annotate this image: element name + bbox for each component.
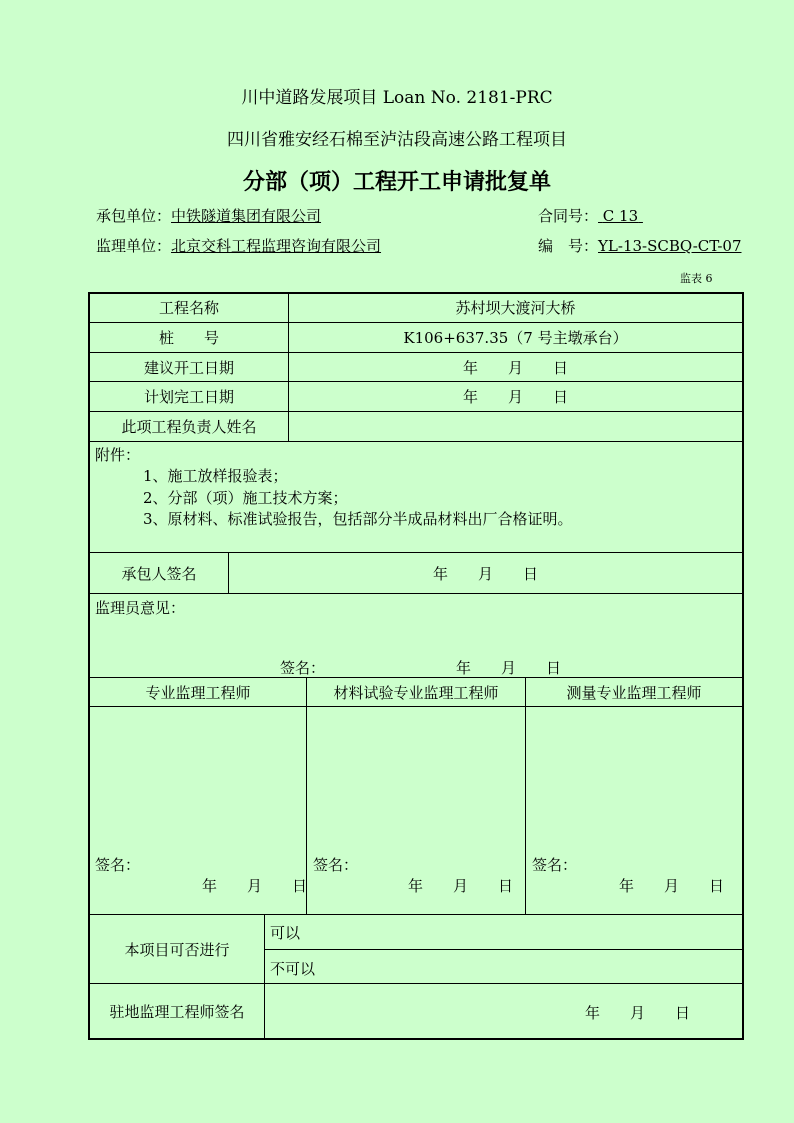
supervisor-label: 监理单位： [96, 237, 172, 255]
contractor-row [96, 205, 321, 226]
col-sign-label: 签名： [95, 856, 141, 874]
attachments-title: 附件： [95, 446, 141, 464]
pile-value: K106+637.35（7 号主墩承台） [403, 329, 628, 347]
attachment-item: 3、原材料、标准试验报告，包括部分半成品材料出厂合格证明。 [143, 510, 573, 528]
project-name-value: 苏村坝大渡河大桥 [455, 299, 576, 317]
contractor-value: 中铁隧道集团有限公司 [171, 207, 322, 225]
col-sign-date[interactable]: 年 月 日 [408, 877, 514, 895]
engineer-col-header: 材料试验专业监理工程师 [333, 683, 499, 702]
resident-label: 驻地监理工程师签名 [109, 1003, 245, 1021]
pile-label: 桩 号 [158, 329, 219, 347]
form-title: 分部（项）工程开工申请批复单 [242, 169, 551, 195]
engineer-col-header: 专业监理工程师 [145, 683, 251, 702]
supervisor-opinion-label: 监理员意见： [95, 599, 186, 617]
proceed-label: 本项目可否进行 [124, 940, 230, 959]
contractor-label: 承包单位： [96, 207, 172, 225]
resident-sign-date[interactable]: 年 月 日 [585, 1004, 691, 1022]
proceed-yes-option[interactable]: 可以 [270, 924, 301, 942]
contractor-sign-label: 承包人签名 [121, 564, 197, 583]
supervisor-sign-date[interactable]: 年 月 日 [456, 659, 562, 677]
attachment-item: 1、施工放样报验表； [143, 467, 288, 485]
supervisor-sign-label: 签名： [280, 659, 326, 677]
header-line-1: 川中道路发展项目 Loan No. 2181-PRC [241, 88, 553, 108]
col-sign-date[interactable]: 年 月 日 [619, 877, 725, 895]
serial-row [538, 235, 742, 256]
col-sign-label: 签名： [532, 856, 578, 874]
start-date-label: 建议开工日期 [143, 358, 234, 377]
end-date-label: 计划完工日期 [143, 388, 234, 406]
serial-label: 编 号： [538, 237, 599, 255]
project-name-label: 工程名称 [158, 299, 219, 317]
serial-value: YL-13-SCBQ-CT-07 [598, 237, 742, 255]
attachment-item: 2、分部（项）施工技术方案； [143, 489, 348, 507]
col-sign-label: 签名： [313, 856, 359, 874]
form-tag: 监表 6 [680, 272, 713, 285]
contract-no-row [538, 205, 643, 226]
header-line-2: 四川省雅安经石棉至泸沽段高速公路工程项目 [227, 130, 567, 150]
supervisor-row [96, 235, 381, 256]
engineer-col-header: 测量专业监理工程师 [566, 683, 702, 702]
contract-no-value: C 13 [602, 207, 639, 225]
person-label: 此项工程负责人姓名 [121, 418, 257, 436]
proceed-no-option[interactable]: 不可以 [270, 960, 316, 978]
start-date-value[interactable]: 年 月 日 [462, 358, 568, 377]
person-value[interactable] [289, 412, 742, 441]
col-sign-date[interactable]: 年 月 日 [202, 877, 308, 895]
contract-no-label: 合同号： [538, 207, 599, 225]
end-date-value[interactable]: 年 月 日 [462, 388, 568, 406]
supervisor-value: 北京交科工程监理咨询有限公司 [171, 237, 382, 255]
contractor-sign-date[interactable]: 年 月 日 [432, 564, 538, 583]
